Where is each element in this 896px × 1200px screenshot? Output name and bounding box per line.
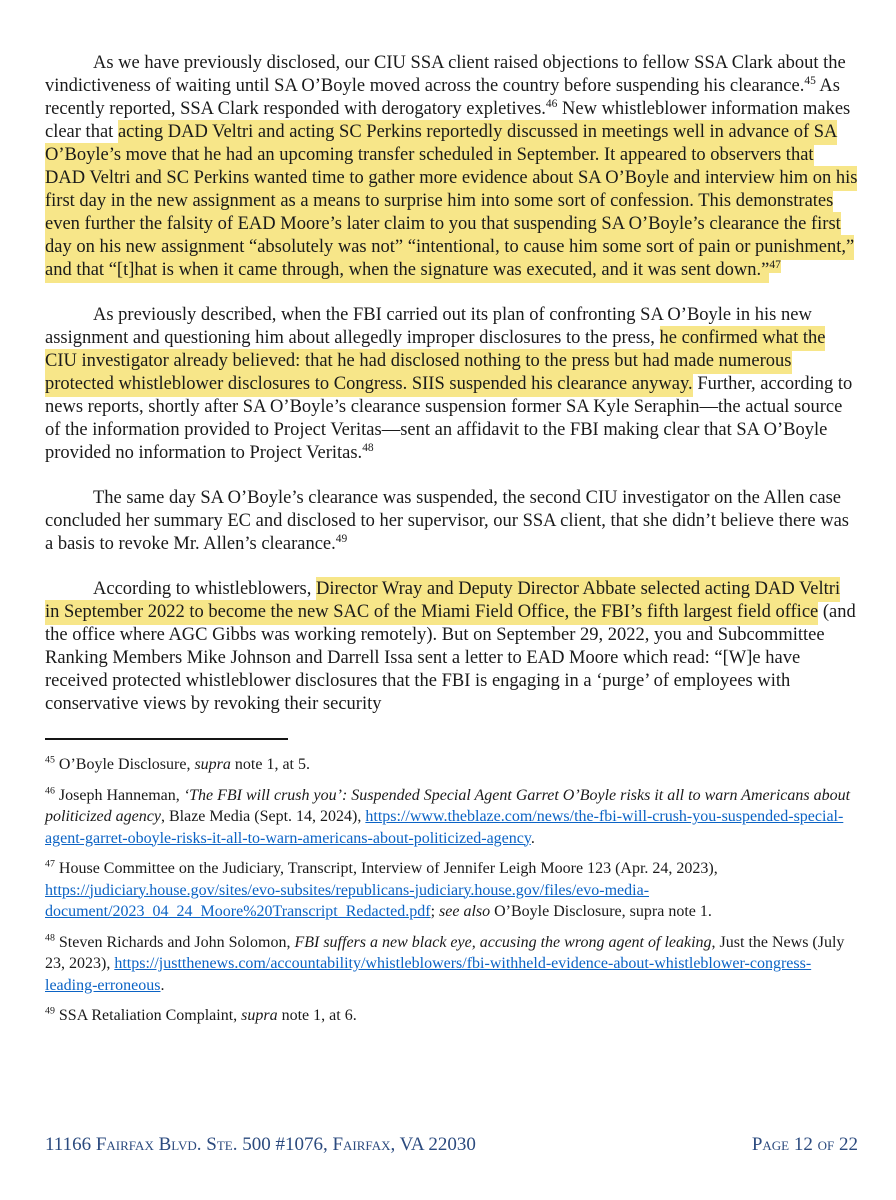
text-run: New whistleblower information makes clear that [45, 99, 851, 142]
footnote-section [45, 754, 858, 1027]
text-run: ‘The FBI will crush you’: Suspended Special Agent Garret O’Boyle risks it all to warn Americans about politicized agency [45, 786, 851, 825]
text-run: SSA Retaliation Complaint, [54, 1007, 242, 1024]
text-run: Director Wray and Deputy Director Abbate selected acting DAD Veltri in September 2022 to become the new SAC of the Miami Field Office, the FBI’s fifth largest field office [45, 577, 840, 625]
footer-page-number: Page 12 of 22 [751, 1134, 858, 1155]
footnote-separator [45, 738, 288, 740]
text-run: supra [241, 1007, 278, 1024]
text-run: As recently reported, SSA Clark responded with derogatory expletives. [45, 76, 840, 119]
text-run: Steven Richards and John Solomon, [54, 933, 295, 951]
footnote [45, 785, 858, 850]
text-run: , Blaze Media (Sept. 14, 2024), [160, 808, 366, 825]
text-run: As previously described, when the FBI carried out its plan of confronting SA O’Boyle in his new assignment and questioning him about allegedly improper disclosures to the press, [45, 305, 812, 348]
text-run: FBI suffers a new black eye, accusing the wrong agent of leaking [294, 933, 712, 951]
footnote-marker: 48 [362, 441, 374, 454]
body-paragraph [45, 304, 858, 465]
footnote-marker: 49 [45, 1005, 55, 1017]
hyperlink[interactable]: https://www.theblaze.com/news/the-fbi-will-crush-you-suspended-special-agent-garret-oboyle-risks-it-all-to-warn-americans-about-politicized-agency [45, 808, 844, 847]
text-run: O’Boyle Disclosure, supra note 1. [490, 903, 712, 920]
page-footer [45, 1134, 858, 1156]
text-run: As we have previously disclosed, our CIU SSA client raised objections to fellow SSA Clark about the vindictiveness of waiting until SA O’Boyle moved across the country before suspending his clearance. [45, 53, 846, 96]
footnote-marker: 45 [45, 754, 55, 766]
footnote-marker: 48 [45, 932, 55, 944]
text-run: . [530, 829, 535, 847]
body-paragraph [45, 578, 858, 716]
footnote-marker: 45 [804, 74, 816, 87]
text-run: supra [194, 756, 231, 773]
body-text-block [45, 52, 858, 716]
body-paragraph [45, 52, 858, 282]
text-run: O’Boyle Disclosure, [54, 756, 195, 773]
text-run: note 1, at 5. [230, 756, 310, 773]
footnote [45, 754, 858, 776]
footnote-marker: 47 [45, 858, 55, 870]
text-run: Further, according to news reports, shortly after SA O’Boyle’s clearance suspension former SA Kyle Seraphin—the actual source of the information provided to Project Veritas—sent an affidavit to the FBI making clear that SA O’Boyle provided no information to Project Veritas. [45, 374, 853, 463]
footnote-marker: 49 [335, 532, 348, 545]
footer-address: 11166 Fairfax Blvd. Ste. 500 #1076, Fairfax, VA 22030 [45, 1134, 476, 1155]
text-run: see also [439, 903, 491, 920]
text-run: (and the office where AGC Gibbs was working remotely). But on September 29, 2022, you and Subcommittee Ranking Members Mike Johnson and Darrell Issa sent a letter to EAD Moore which read: “[W]e have received protected whistleblower disclosures that the FBI is engaging in a ‘purge’ of employees with conservative views by revoking their security [45, 602, 856, 714]
footnote-marker: 47 [769, 257, 780, 274]
text-run: , Just the News (July 23, 2023), [45, 933, 845, 972]
body-paragraph [45, 487, 858, 556]
text-run: acting DAD Veltri and acting SC Perkins reportedly discussed in meetings well in advance of SA O’Boyle’s move that he had an upcoming transfer scheduled in September. It appeared to observers that DAD Veltri and SC Perkins wanted time to gather more evidence about SA O’Boyle and interview him on his first day in the new assignment as a means to surprise him into some sort of confession. This demonstrates even further the falsity of EAD Moore’s later claim to you that suspending SA O’Boyle’s clearance the first day on his new assignment “absolutely was not” “intentional, to cause him some sort of pain or punishment,” and that “[t]hat is when it came through, when the signature was executed, and it was sent down.” [45, 120, 857, 283]
footnote [45, 1005, 858, 1027]
hyperlink[interactable]: https://justthenews.com/accountability/whistleblowers/fbi-withheld-evidence-about-whistleblower-congress-leading-erroneous [45, 955, 812, 994]
text-run: House Committee on the Judiciary, Transcript, Interview of Jennifer Leigh Moore 123 (Apr. 24, 2023), [54, 860, 718, 877]
footnote-marker: 46 [545, 97, 558, 110]
footnote [45, 858, 858, 923]
text-run: he confirmed what the CIU investigator already believed: that he had disclosed nothing to the press but had made numerous protected whistleblower disclosures to Congress. SIIS suspended his clearance anyway. [45, 326, 825, 397]
hyperlink[interactable]: https://judiciary.house.gov/sites/evo-subsites/republicans-judiciary.house.gov/files/evo-media-document/2023_04_24_Moore%20Transcript_Redacted.pdf [45, 881, 650, 920]
text-run: The same day SA O’Boyle’s clearance was suspended, the second CIU investigator on the Allen case concluded her summary EC and disclosed to her supervisor, our SSA client, that she didn’t believe there was a basis to revoke Mr. Allen’s clearance. [45, 488, 850, 554]
footnote-marker: 46 [45, 785, 55, 797]
footnote [45, 932, 858, 997]
text-run: Joseph Hanneman, [54, 786, 184, 804]
text-run: According to whistleblowers, [93, 579, 316, 599]
text-run: note 1, at 6. [277, 1007, 357, 1024]
text-run: ; [430, 903, 440, 920]
text-run: . [160, 976, 165, 994]
